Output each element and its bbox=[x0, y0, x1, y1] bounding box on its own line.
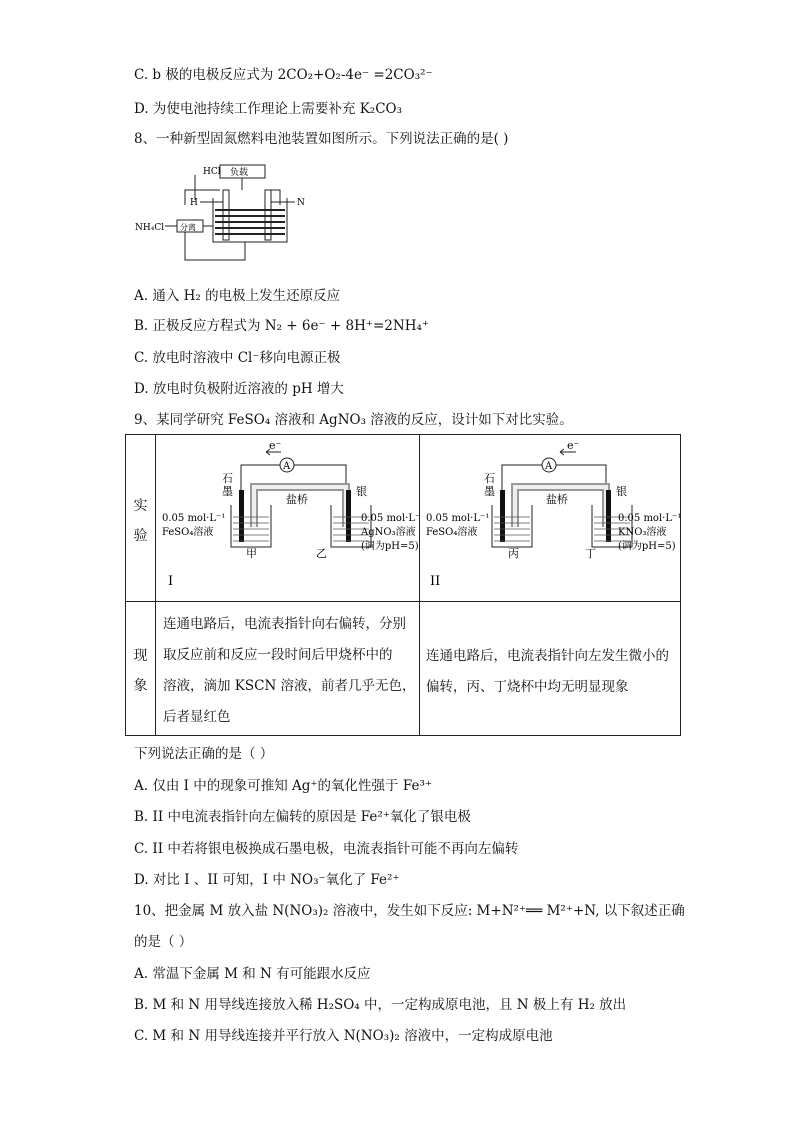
exp2-electron: e⁻ bbox=[567, 439, 580, 452]
q8-option-a: A. 通入 H₂ 的电极上发生还原反应 bbox=[134, 288, 341, 304]
exp1-beaker-left: 甲 bbox=[246, 547, 257, 560]
exp1-graphite-1: 石 bbox=[222, 472, 233, 485]
q7-option-c: C. b 极的电极反应式为 2CO₂+O₂-4e⁻ =2CO₃²⁻ bbox=[134, 67, 433, 83]
exp2-right-ph: (调为pH=5) bbox=[618, 541, 676, 552]
q9-experiment-table bbox=[125, 434, 681, 736]
q9-option-d: D. 对比 I 、II 可知，I 中 NO₃⁻氧化了 Fe²⁺ bbox=[134, 872, 400, 888]
exp1-electron: e⁻ bbox=[269, 439, 282, 452]
exp2-roman: II bbox=[430, 574, 441, 589]
q10-option-b: B. M 和 N 用导线连接放入稀 H₂SO₄ 中，一定构成原电池，且 N 极上有 H₂ 放出 bbox=[134, 997, 627, 1013]
exp1-silver: 银 bbox=[356, 485, 367, 498]
q8-option-d: D. 放电时负极附近溶液的 pH 增大 bbox=[134, 381, 344, 397]
obs1-line-2: 取反应前和反应一段时间后甲烧杯中的 bbox=[163, 647, 393, 663]
exp2-graphite-1: 石 bbox=[484, 472, 495, 485]
exp1-roman: I bbox=[168, 574, 174, 589]
q9-prompt: 下列说法正确的是（ ） bbox=[134, 746, 274, 762]
q10-option-a: A. 常温下金属 M 和 N 有可能跟水反应 bbox=[134, 966, 371, 982]
exp1-ammeter: A bbox=[283, 461, 291, 472]
exp1-right-solution: AgNO₃溶液 bbox=[361, 527, 416, 538]
experiment-2-cell bbox=[420, 435, 682, 601]
q8-stem: 8、一种新型固氮燃料电池装置如图所示。下列说法正确的是( ) bbox=[134, 131, 509, 147]
exp2-ammeter: A bbox=[545, 461, 553, 472]
row-header-observation-2: 象 bbox=[133, 678, 148, 694]
q8-load-label: 负载 bbox=[230, 168, 249, 178]
q8-hcl-label: HCl bbox=[203, 167, 221, 177]
exp2-graphite-2: 墨 bbox=[484, 485, 495, 498]
exp2-silver: 银 bbox=[616, 485, 627, 498]
exp1-right-ph: (调为pH=5) bbox=[361, 541, 419, 552]
obs2-line-1: 连通电路后，电流表指针向左发生微小的 bbox=[426, 648, 669, 664]
row-header-experiment-1: 实 bbox=[133, 498, 148, 514]
exp2-salt-bridge: 盐桥 bbox=[546, 493, 568, 506]
exp2-right-solution: KNO₃溶液 bbox=[618, 527, 667, 538]
q9-option-b: B. II 中电流表指针向左偏转的原因是 Fe²⁺氧化了银电极 bbox=[134, 809, 471, 825]
experiment-1-apparatus bbox=[156, 435, 419, 601]
row-header-experiment-2: 验 bbox=[133, 528, 148, 544]
exp1-left-solution: FeSO₄溶液 bbox=[162, 527, 214, 538]
q8-fuel-cell-figure bbox=[135, 160, 310, 270]
obs1-line-4: 后者显红色 bbox=[163, 709, 231, 725]
q8-n-label: N bbox=[297, 198, 305, 208]
q10-stem-line-2: 的是（ ） bbox=[134, 934, 193, 950]
q9-option-c: C. II 中若将银电极换成石墨电极，电流表指针可能不再向左偏转 bbox=[134, 841, 519, 857]
q10-option-c: C. M 和 N 用导线连接并平行放入 N(NO₃)₂ 溶液中，一定构成原电池 bbox=[134, 1028, 553, 1044]
q8-separator-label: 分离 bbox=[180, 223, 196, 232]
exp2-left-conc: 0.05 mol·L⁻¹ bbox=[426, 513, 490, 524]
q7-option-d: D. 为使电池持续工作理论上需要补充 K₂CO₃ bbox=[134, 101, 403, 117]
exp2-beaker-right: 丁 bbox=[585, 547, 596, 560]
obs2-line-2: 偏转，丙、丁烧杯中均无明显现象 bbox=[426, 679, 629, 695]
exp2-right-conc: 0.05 mol·L⁻¹ bbox=[618, 513, 682, 524]
q8-option-c: C. 放电时溶液中 Cl⁻移向电源正极 bbox=[134, 350, 341, 366]
q8-nh4cl-label: NH₄Cl bbox=[135, 223, 165, 233]
obs1-line-3: 溶液，滴加 KSCN 溶液，前者几乎无色， bbox=[163, 678, 416, 694]
experiment-1-cell bbox=[156, 435, 419, 601]
obs1-line-1: 连通电路后，电流表指针向右偏转，分别 bbox=[163, 616, 406, 632]
q8-option-b: B. 正极反应方程式为 N₂ + 6e⁻ + 8H⁺=2NH₄⁺ bbox=[134, 318, 430, 334]
exp1-left-conc: 0.05 mol·L⁻¹ bbox=[162, 513, 226, 524]
exp2-beaker-left: 丙 bbox=[508, 547, 519, 560]
exp2-left-solution: FeSO₄溶液 bbox=[426, 527, 478, 538]
exp1-right-conc: 0.05 mol·L⁻¹ bbox=[361, 513, 419, 524]
exp1-beaker-right: 乙 bbox=[316, 547, 327, 560]
q8-h-label: H bbox=[190, 198, 198, 208]
q9-stem: 9、某同学研究 FeSO₄ 溶液和 AgNO₃ 溶液的反应，设计如下对比实验。 bbox=[134, 412, 573, 428]
q9-option-a: A. 仅由 I 中的现象可推知 Ag⁺的氧化性强于 Fe³⁺ bbox=[134, 778, 433, 794]
experiment-2-apparatus bbox=[420, 435, 682, 601]
q10-stem-line-1: 10、把金属 M 放入盐 N(NO₃)₂ 溶液中，发生如下反应: M+N²⁺══ M²⁺+N, 以下叙述正确 bbox=[134, 903, 685, 919]
exp1-graphite-2: 墨 bbox=[222, 485, 233, 498]
exp1-salt-bridge: 盐桥 bbox=[286, 493, 308, 506]
row-header-observation-1: 现 bbox=[133, 648, 148, 664]
